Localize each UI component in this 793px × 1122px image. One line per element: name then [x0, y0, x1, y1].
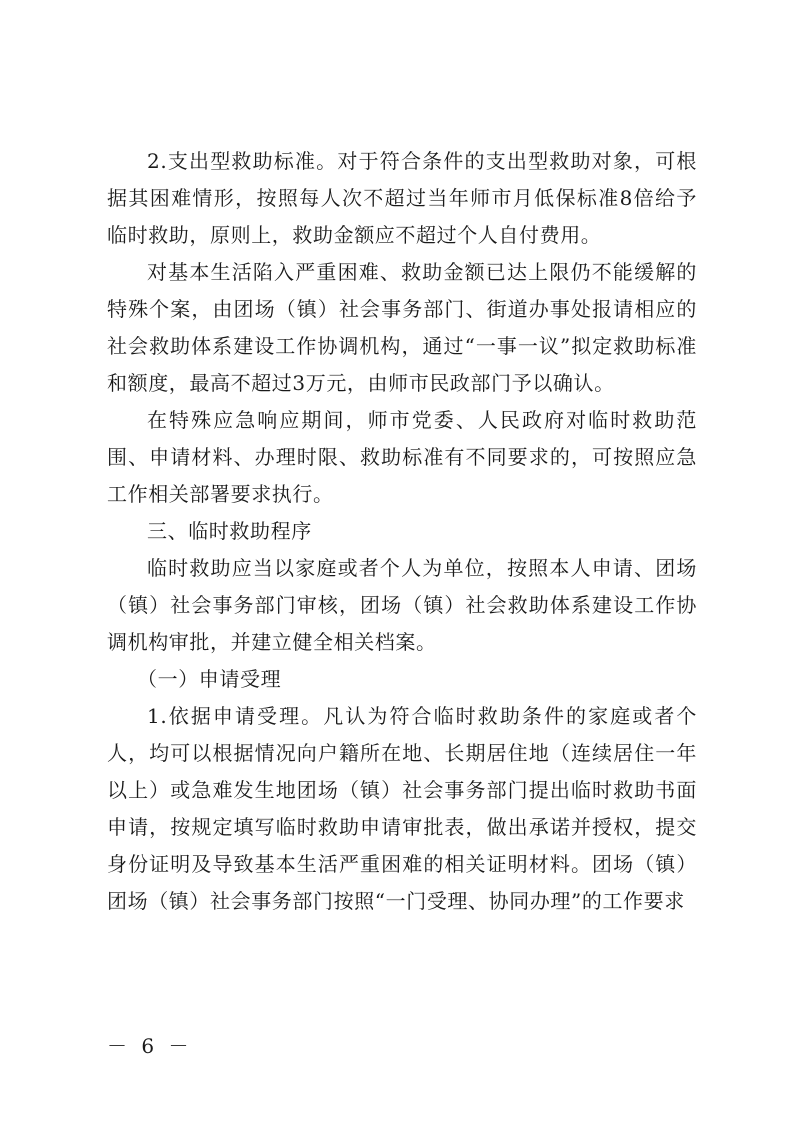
- document-body: [107, 143, 697, 920]
- page-number: － 6 －: [107, 1034, 193, 1058]
- section-heading-procedure: 三、临时救助程序: [147, 519, 312, 543]
- paragraph-emergency-response: 在特殊应急响应期间，师市党委、人民政府对临时救助范围、申请材料、办理时限、救助标准有不同要求的，可按照应急工作相关部署要求执行。: [107, 408, 697, 506]
- subheading-application: （一）申请受理: [137, 667, 282, 691]
- paragraph-special-case: 对基本生活陷入严重困难、救助金额已达上限仍不能缓解的特殊个案，由团场（镇）社会事务部门、街道办事处报请相应的社会救助体系建设工作协调机构，通过“一事一议”拟定救助标准和额度，最高不超过3万元，由师市民政部门予以确认。: [107, 260, 697, 395]
- paragraph-application-acceptance: 1.依据申请受理。凡认为符合临时救助条件的家庭或者个人，均可以根据情况向户籍所在地、长期居住地（连续居住一年以上）或急难发生地团场（镇）社会事务部门提出临时救助书面申请，按规定填写临时救助申请审批表，做出承诺并授权，提交身份证明及导致基本生活严重困难的相关证明材料。团场（镇）团场（镇）社会事务部门按照“一门受理、协同办理”的工作要求: [107, 704, 697, 913]
- paragraph-procedure-intro: 临时救助应当以家庭或者个人为单位，按照本人申请、团场（镇）社会事务部门审核，团场（镇）社会救助体系建设工作协调机构审批，并建立健全相关档案。: [107, 556, 697, 654]
- paragraph-expense-standard: 2.支出型救助标准。对于符合条件的支出型救助对象，可根据其困难情形，按照每人次不超过当年师市月低保标准8倍给予临时救助，原则上，救助金额应不超过个人自付费用。: [107, 149, 697, 247]
